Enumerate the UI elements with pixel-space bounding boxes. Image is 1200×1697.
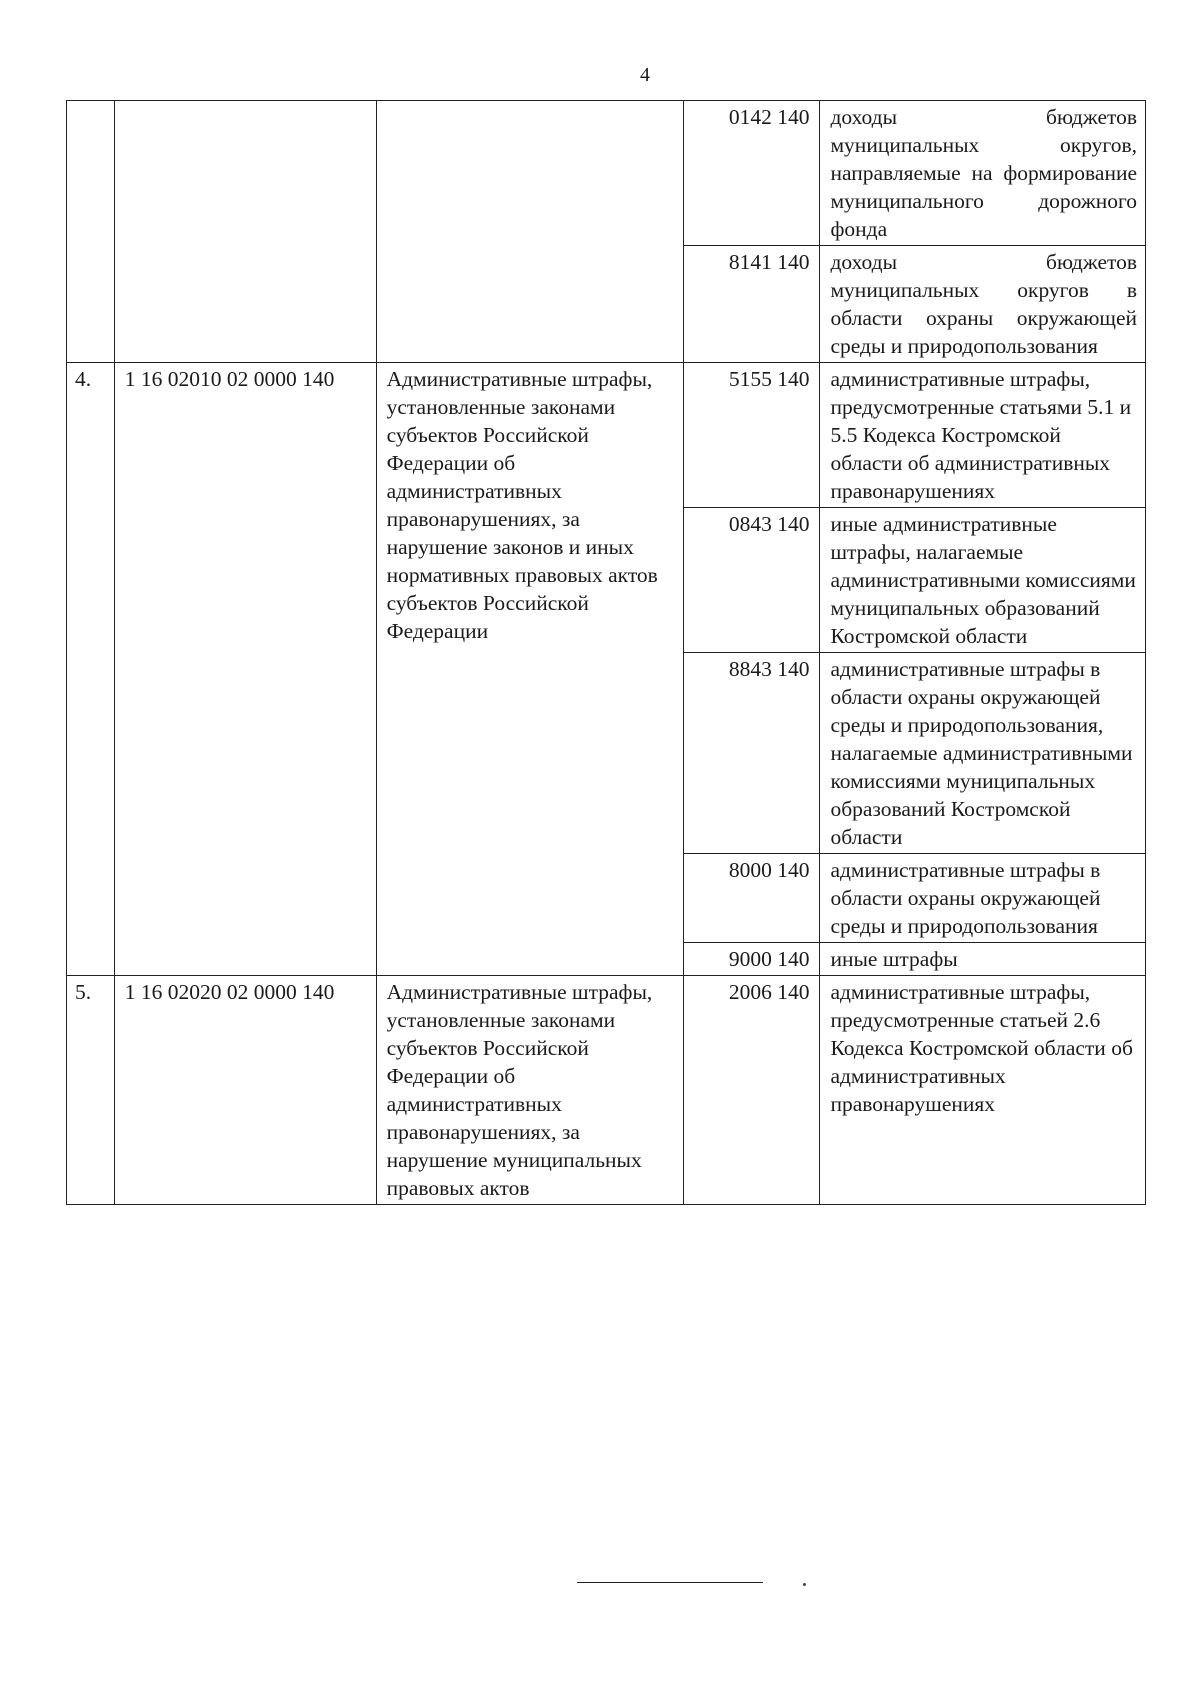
subcode-description: доходы бюджетов муниципальных округов, направляемые на формирование муниципального дорожного фонда bbox=[820, 101, 1146, 246]
subcode-cell: 2006 140 bbox=[683, 976, 820, 1205]
table-row bbox=[67, 976, 1146, 1205]
subcode-cell: 8141 140 bbox=[683, 246, 820, 363]
subcode-description: административные штрафы в области охраны окружающей среды и природопользования bbox=[820, 854, 1146, 943]
name-cell bbox=[376, 101, 683, 363]
subcode-cell: 5155 140 bbox=[683, 363, 820, 508]
subcode-cell: 9000 140 bbox=[683, 943, 820, 976]
subcode-description: административные штрафы, предусмотренные статьями 5.1 и 5.5 Кодекса Костромской области об административных правонарушениях bbox=[820, 363, 1146, 508]
subcode-description: иные административные штрафы, налагаемые административными комиссиями муниципальных образований Костромской области bbox=[820, 508, 1146, 653]
name-cell: Административные штрафы, установленные законами субъектов Российской Федерации об административных правонарушениях, за нарушение законов и иных нормативных правовых актов субъектов Российской Федерации bbox=[376, 363, 683, 976]
subcode-description: административные штрафы в области охраны окружающей среды и природопользования, налагаемые административными комиссиями муниципальных образований Костромской области bbox=[820, 653, 1146, 854]
row-number-cell bbox=[67, 101, 115, 363]
footer-mark bbox=[803, 1583, 806, 1586]
name-cell: Административные штрафы, установленные законами субъектов Российской Федерации об административных правонарушениях, за нарушение муниципальных правовых актов bbox=[376, 976, 683, 1205]
page-number: 4 bbox=[640, 64, 650, 86]
subcode-cell: 0142 140 bbox=[683, 101, 820, 246]
table-row bbox=[67, 363, 1146, 508]
row-number-cell: 5. bbox=[67, 976, 115, 1205]
subcode-description: доходы бюджетов муниципальных округов в области охраны окружающей среды и природопользования bbox=[820, 246, 1146, 363]
kbk-cell: 1 16 02020 02 0000 140 bbox=[114, 976, 376, 1205]
revenue-codes-table bbox=[66, 100, 1146, 1205]
kbk-cell: 1 16 02010 02 0000 140 bbox=[114, 363, 376, 976]
footer-divider bbox=[577, 1582, 763, 1583]
subcode-description: иные штрафы bbox=[820, 943, 1146, 976]
subcode-cell: 8000 140 bbox=[683, 854, 820, 943]
subcode-description: административные штрафы, предусмотренные статьей 2.6 Кодекса Костромской области об административных правонарушениях bbox=[820, 976, 1146, 1205]
subcode-cell: 0843 140 bbox=[683, 508, 820, 653]
kbk-cell bbox=[114, 101, 376, 363]
table-row bbox=[67, 101, 1146, 246]
subcode-cell: 8843 140 bbox=[683, 653, 820, 854]
row-number-cell: 4. bbox=[67, 363, 115, 976]
